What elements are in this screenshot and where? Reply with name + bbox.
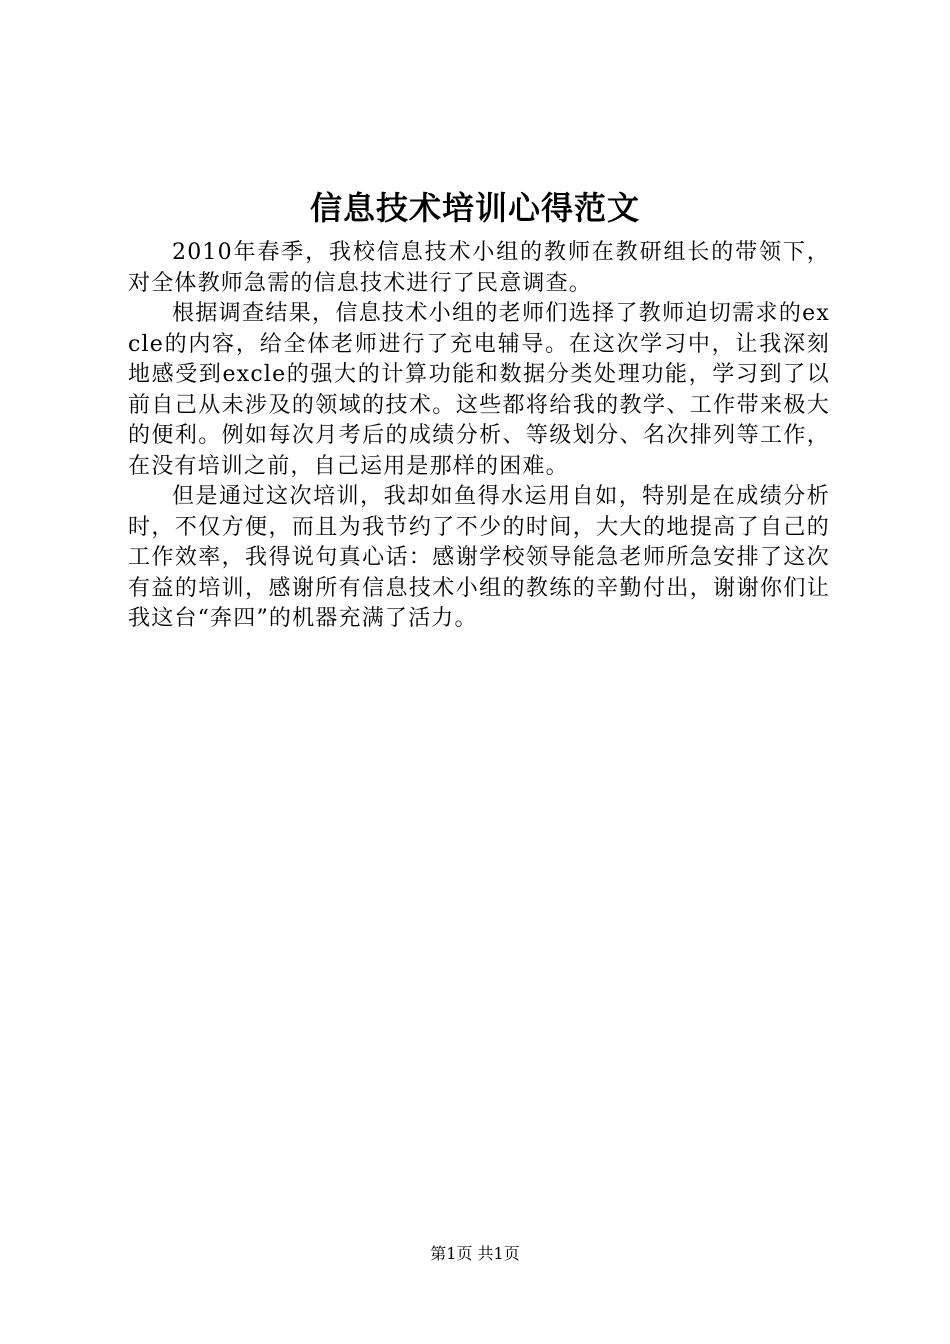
paragraph-3: 但是通过这次培训，我却如鱼得水运用自如，特别是在成绩分析时，不仅方便，而且为我节约了不少的时间，大大的地提高了自己的工作效率，我得说句真心话：感谢学校领导能急老师所急安排了这次有益的培训，感谢所有信息技术小组的教练的辛勤付出，谢谢你们让我这台“奔四”的机器充满了活力。 <box>128 484 830 631</box>
document-title: 信息技术培训心得范文 <box>309 189 640 227</box>
page-footer: 第1页 共1页 <box>430 1244 520 1263</box>
document-body <box>128 238 830 635</box>
paragraph-2: 根据调查结果，信息技术小组的老师们选择了教师迫切需求的excle的内容，给全体老师进行了充电辅导。在这次学习中，让我深刻地感受到excle的强大的计算功能和数据分类处理功能，学习到了以前自己从未涉及的领域的技术。这些都将给我的教学、工作带来极大的便利。例如每次月考后的成绩分析、等级划分、名次排列等工作，在没有培训之前，自己运用是那样的困难。 <box>128 301 830 479</box>
paragraph-1: 2010年春季，我校信息技术小组的教师在教研组长的带领下，对全体教师急需的信息技术进行了民意调查。 <box>128 240 830 296</box>
